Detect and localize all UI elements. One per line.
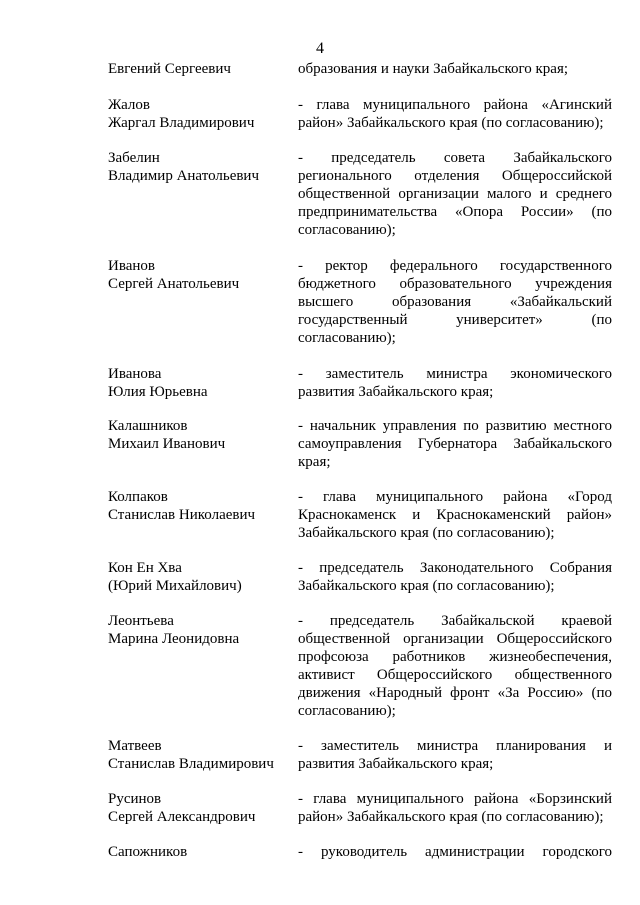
member-name: Калашников Михаил Иванович <box>108 418 226 452</box>
member-name: Матвеев Станислав Владимирович <box>108 738 274 772</box>
member-position: - ректор федерального государственного бюджетного образовательного учреждения высшего образования «Забайкальский государственный университет» (по согласованию); <box>298 258 612 346</box>
member-position: образования и науки Забайкальского края; <box>298 61 569 77</box>
member-entry <box>0 60 640 78</box>
member-entry <box>0 257 640 347</box>
member-name: Русинов Сергей Александрович <box>108 791 256 825</box>
member-entry <box>0 96 640 132</box>
member-entry <box>0 612 640 720</box>
member-entry <box>0 149 640 239</box>
member-entry <box>0 559 640 595</box>
member-name: Леонтьева Марина Леонидовна <box>108 613 240 647</box>
member-name: Сапожников <box>108 844 188 860</box>
member-position: - председатель Забайкальской краевой общественной организации Общероссийского профсоюза работников жизнеобеспечения, активист Общероссийского общественного движения «Народный фронт «За Россию» (по согласованию); <box>298 613 612 719</box>
member-position: - председатель совета Забайкальского регионального отделения Общероссийской общественной организации малого и среднего предпринимательства «Опора России» (по согласованию); <box>298 150 612 238</box>
member-name: Жалов Жаргал Владимирович <box>108 97 255 131</box>
member-name: Иванов Сергей Анатольевич <box>108 258 240 292</box>
member-entry <box>0 488 640 542</box>
member-entry <box>0 843 640 861</box>
member-position: - начальник управления по развитию местного самоуправления Губернатора Забайкальского края; <box>298 418 612 470</box>
member-position: - заместитель министра планирования и развития Забайкальского края; <box>298 738 612 772</box>
member-name: Иванова Юлия Юрьевна <box>108 366 208 400</box>
member-entry <box>0 790 640 826</box>
member-entry <box>0 417 640 471</box>
members-list <box>0 60 640 861</box>
member-name: Евгений Сергеевич <box>108 61 231 77</box>
member-entry <box>0 365 640 401</box>
member-position: - председатель Законодательного Собрания Забайкальского края (по согласованию); <box>298 560 612 594</box>
page-number: 4 <box>316 40 324 57</box>
member-entry <box>0 737 640 773</box>
member-position: - руководитель администрации городского <box>298 844 612 860</box>
member-position: - глава муниципального района «Город Краснокаменск и Краснокаменский район» Забайкальского края (по согласованию); <box>298 489 612 541</box>
member-name: Забелин Владимир Анатольевич <box>108 150 260 184</box>
member-position: - заместитель министра экономического развития Забайкальского края; <box>298 366 612 400</box>
member-name: Кон Ен Хва (Юрий Михайлович) <box>108 560 242 594</box>
member-name: Колпаков Станислав Николаевич <box>108 489 256 523</box>
member-position: - глава муниципального района «Борзинский район» Забайкальского края (по согласованию); <box>298 791 612 825</box>
member-position: - глава муниципального района «Агинский район» Забайкальского края (по согласованию); <box>298 97 612 131</box>
